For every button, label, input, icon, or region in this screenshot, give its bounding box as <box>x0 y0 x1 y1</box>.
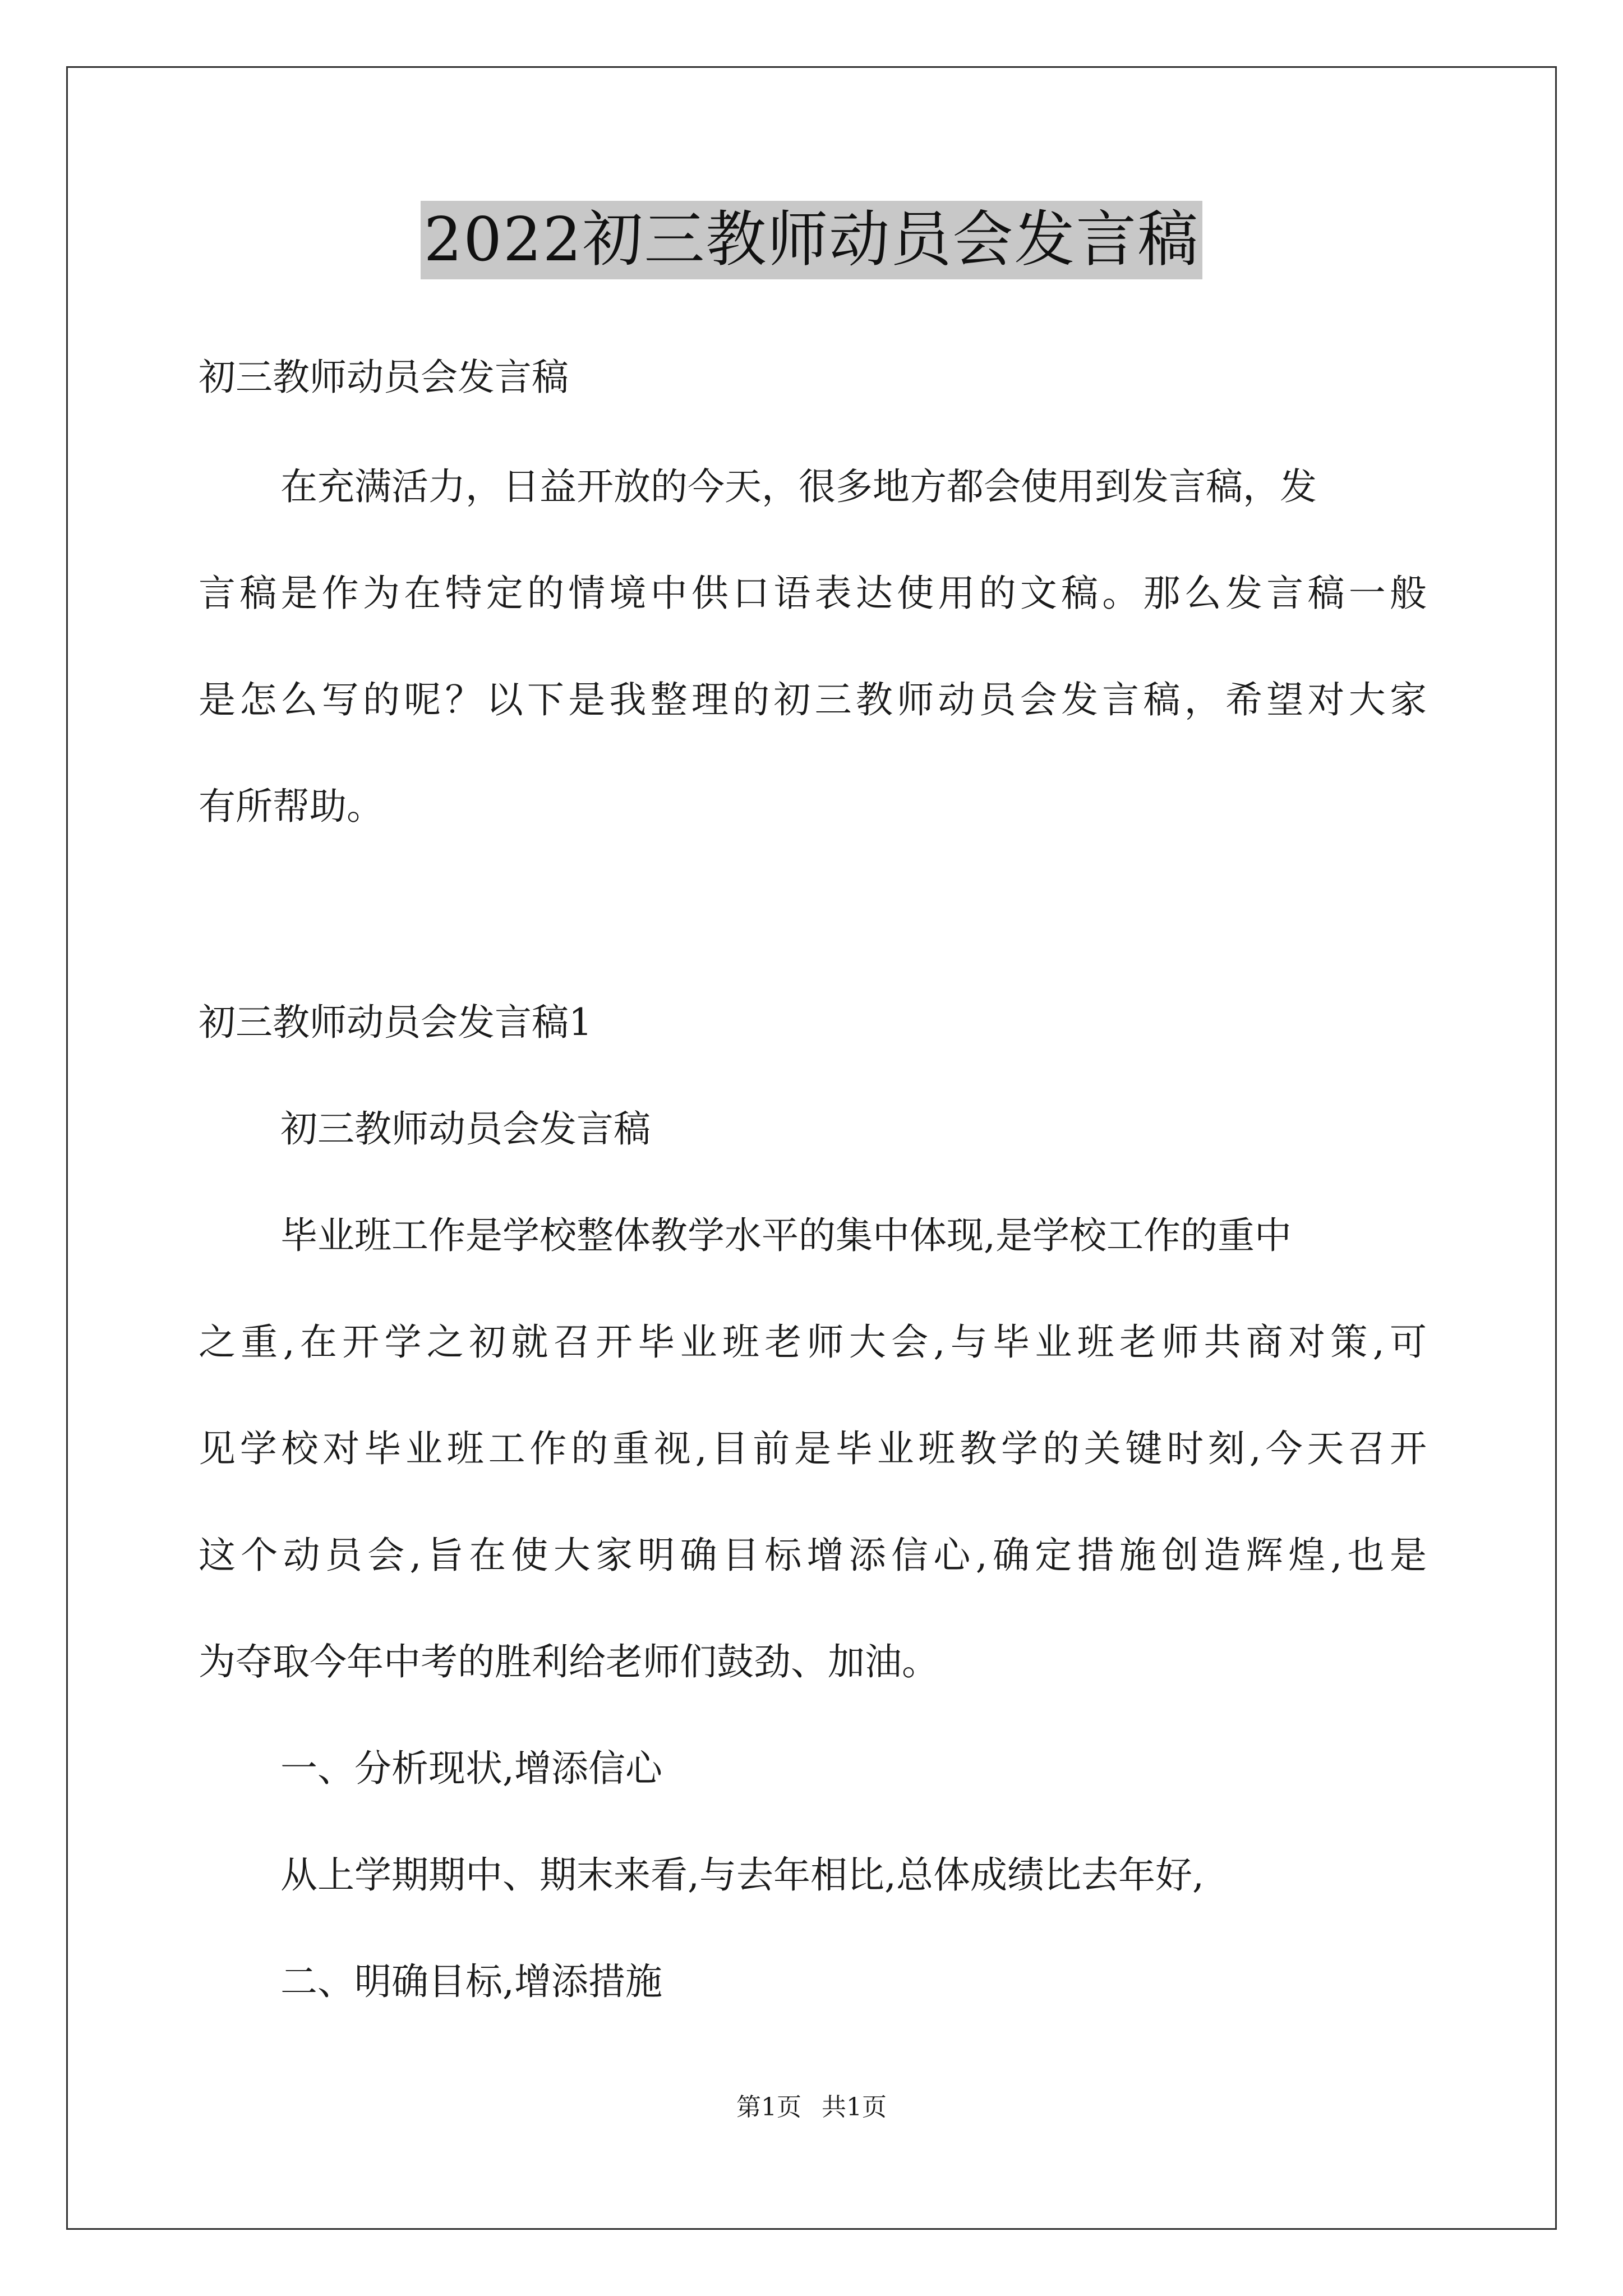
section-heading: 初三教师动员会发言稿1 <box>199 1001 592 1044</box>
outline-heading: 二、明确目标,增添措施 <box>280 1960 662 2003</box>
paragraph-line: 为夺取今年中考的胜利给老师们鼓劲、加油。 <box>199 1640 939 1683</box>
paragraph-line: 在充满活力，日益开放的今天，很多地方都会使用到发言稿，发 <box>280 465 1317 508</box>
paragraph-line: 之重,在开学之初就召开毕业班老师大会,与毕业班老师共商对策,可 <box>199 1320 1427 1364</box>
paragraph-line: 从上学期期中、期末来看,与去年相比,总体成绩比去年好, <box>280 1853 1204 1897</box>
paragraph-line: 见学校对毕业班工作的重视,目前是毕业班教学的关键时刻,今天召开 <box>199 1427 1427 1470</box>
outline-heading: 一、分析现状,增添信心 <box>280 1747 662 1790</box>
document-title: 2022初三教师动员会发言稿 <box>421 201 1203 279</box>
page-number: 第1页 <box>736 2093 801 2122</box>
paragraph-line: 毕业班工作是学校整体教学水平的集中体现,是学校工作的重中 <box>280 1214 1292 1257</box>
paragraph-line: 言稿是作为在特定的情境中供口语表达使用的文稿。那么发言稿一般 <box>199 572 1427 615</box>
subtitle-line: 初三教师动员会发言稿 <box>199 356 569 399</box>
paragraph-line: 是怎么写的呢？以下是我整理的初三教师动员会发言稿，希望对大家 <box>199 678 1427 721</box>
page-total: 共1页 <box>822 2093 887 2122</box>
paragraph-line: 这个动员会,旨在使大家明确目标增添信心,确定措施创造辉煌,也是 <box>199 1534 1427 1577</box>
title-container <box>0 201 1623 279</box>
section-subheading: 初三教师动员会发言稿 <box>280 1107 651 1151</box>
page-footer <box>0 2087 1623 2123</box>
paragraph-line: 有所帮助。 <box>199 785 384 828</box>
